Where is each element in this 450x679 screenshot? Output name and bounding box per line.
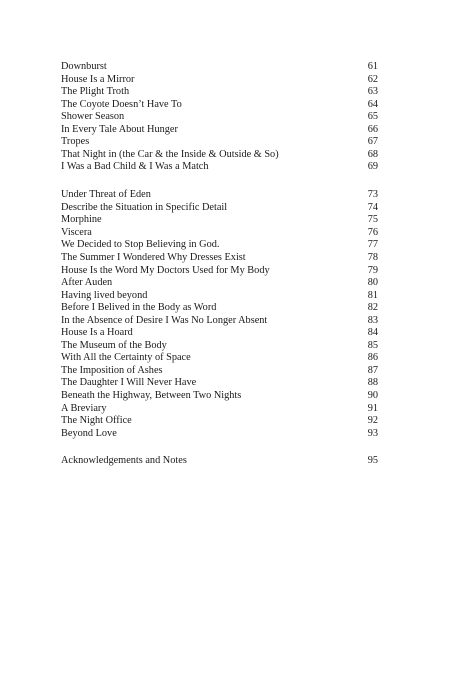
- toc-entry-title: House Is a Mirror: [61, 73, 135, 85]
- toc-entry-page-number: 88: [367, 377, 378, 389]
- toc-entry-title: Morphine: [61, 214, 102, 226]
- toc-entry-title: I Was a Bad Child & I Was a Match: [61, 161, 209, 173]
- toc-entry: [61, 327, 378, 340]
- toc-entry: [61, 202, 378, 215]
- toc-entry-page-number: 66: [367, 123, 378, 135]
- toc-entry: [61, 315, 378, 328]
- toc-entry-page-number: 90: [367, 389, 378, 401]
- toc-section: [61, 455, 378, 468]
- toc-entry: [61, 352, 378, 365]
- toc-entry: [61, 302, 378, 315]
- toc-section: [61, 61, 378, 174]
- toc-entry-title: Acknowledgements and Notes: [61, 455, 187, 467]
- toc-entry-page-number: 82: [367, 302, 378, 314]
- toc-entry: [61, 99, 378, 112]
- toc-entry-page-number: 76: [367, 226, 378, 238]
- toc-entry-page-number: 67: [367, 136, 378, 148]
- toc-entry-title: A Breviary: [61, 402, 107, 414]
- toc-entry-page-number: 74: [367, 201, 378, 213]
- toc-entry-page-number: 77: [367, 239, 378, 251]
- toc-entry-title: The Coyote Doesn’t Have To: [61, 98, 182, 110]
- toc-section: [61, 189, 378, 440]
- toc-entry-page-number: 87: [367, 364, 378, 376]
- toc-entry-title: Under Threat of Eden: [61, 189, 151, 201]
- toc-entry-page-number: 75: [367, 214, 378, 226]
- toc-entry-page-number: 63: [367, 86, 378, 98]
- toc-entry-page-number: 84: [367, 327, 378, 339]
- toc-entry-title: Describe the Situation in Specific Detail: [61, 201, 228, 213]
- toc-entry-title: After Auden: [61, 277, 113, 289]
- toc-entry-page-number: 93: [367, 427, 378, 439]
- toc-entry: [61, 265, 378, 278]
- toc-entry-page-number: 83: [367, 314, 378, 326]
- toc-entry-page-number: 61: [367, 61, 378, 72]
- toc-entry: [61, 390, 378, 403]
- toc-entry-title: That Night in (the Car & the Inside & Outside & So): [61, 148, 279, 160]
- toc-entry-title: The Museum of the Body: [61, 339, 167, 351]
- toc-entry: [61, 189, 378, 202]
- toc-entry-title: Tropes: [61, 136, 90, 148]
- toc-entry: [61, 239, 378, 252]
- toc-entry-page-number: 78: [367, 251, 378, 263]
- toc-entry: [61, 377, 378, 390]
- toc-entry: [61, 74, 378, 87]
- toc-entry: [61, 365, 378, 378]
- toc-entry: [61, 111, 378, 124]
- toc-entry-page-number: 68: [367, 148, 378, 160]
- toc-entry-page-number: 73: [367, 189, 378, 201]
- toc-entry-title: Before I Belived in the Body as Word: [61, 302, 217, 314]
- toc-entry: [61, 214, 378, 227]
- toc-entry-title: The Summer I Wondered Why Dresses Exist: [61, 251, 246, 263]
- toc-entry: [61, 161, 378, 174]
- toc-entry: [61, 428, 378, 441]
- toc-entry-page-number: 95: [367, 455, 378, 467]
- toc-entry-page-number: 86: [367, 352, 378, 364]
- toc-entry-title: House Is the Word My Doctors Used for My Body: [61, 264, 270, 276]
- toc-entry-page-number: 91: [367, 402, 378, 414]
- toc-entry-page-number: 92: [367, 415, 378, 427]
- toc-entry-title: House Is a Hoard: [61, 327, 133, 339]
- toc-entry-title: The Daughter I Will Never Have: [61, 377, 197, 389]
- toc-entry: [61, 227, 378, 240]
- toc-entry: [61, 86, 378, 99]
- toc-entry-title: The Imposition of Ashes: [61, 364, 163, 376]
- toc-entry-title: The Plight Troth: [61, 86, 130, 98]
- toc-entry-title: The Night Office: [61, 415, 132, 427]
- toc-entry: [61, 277, 378, 290]
- toc-entry-page-number: 81: [367, 289, 378, 301]
- toc-entry-page-number: 65: [367, 111, 378, 123]
- toc-entry-title: In the Absence of Desire I Was No Longer Absent: [61, 314, 268, 326]
- toc-entry-page-number: 80: [367, 277, 378, 289]
- toc-entry: [61, 455, 378, 468]
- toc-entry-title: Shower Season: [61, 111, 125, 123]
- toc-entry-page-number: 69: [367, 161, 378, 173]
- toc-entry-title: In Every Tale About Hunger: [61, 123, 178, 135]
- toc-entry: [61, 136, 378, 149]
- toc-entry-title: We Decided to Stop Believing in God.: [61, 239, 220, 251]
- toc-entry-title: Viscera: [61, 226, 92, 238]
- toc-entry-page-number: 62: [367, 73, 378, 85]
- table-of-contents: [61, 61, 378, 468]
- toc-entry-title: Beneath the Highway, Between Two Nights: [61, 389, 242, 401]
- toc-entry-page-number: 64: [367, 98, 378, 110]
- toc-entry: [61, 340, 378, 353]
- toc-entry: [61, 252, 378, 265]
- toc-entry-title: Downburst: [61, 61, 107, 72]
- toc-entry-title: Having lived beyond: [61, 289, 148, 301]
- toc-entry-page-number: 79: [367, 264, 378, 276]
- toc-entry: [61, 61, 378, 74]
- toc-entry: [61, 403, 378, 416]
- toc-entry: [61, 124, 378, 137]
- toc-entry-page-number: 85: [367, 339, 378, 351]
- toc-entry: [61, 149, 378, 162]
- toc-entry-title: Beyond Love: [61, 427, 117, 439]
- toc-entry-title: With All the Certainty of Space: [61, 352, 191, 364]
- toc-entry: [61, 415, 378, 428]
- toc-entry: [61, 290, 378, 303]
